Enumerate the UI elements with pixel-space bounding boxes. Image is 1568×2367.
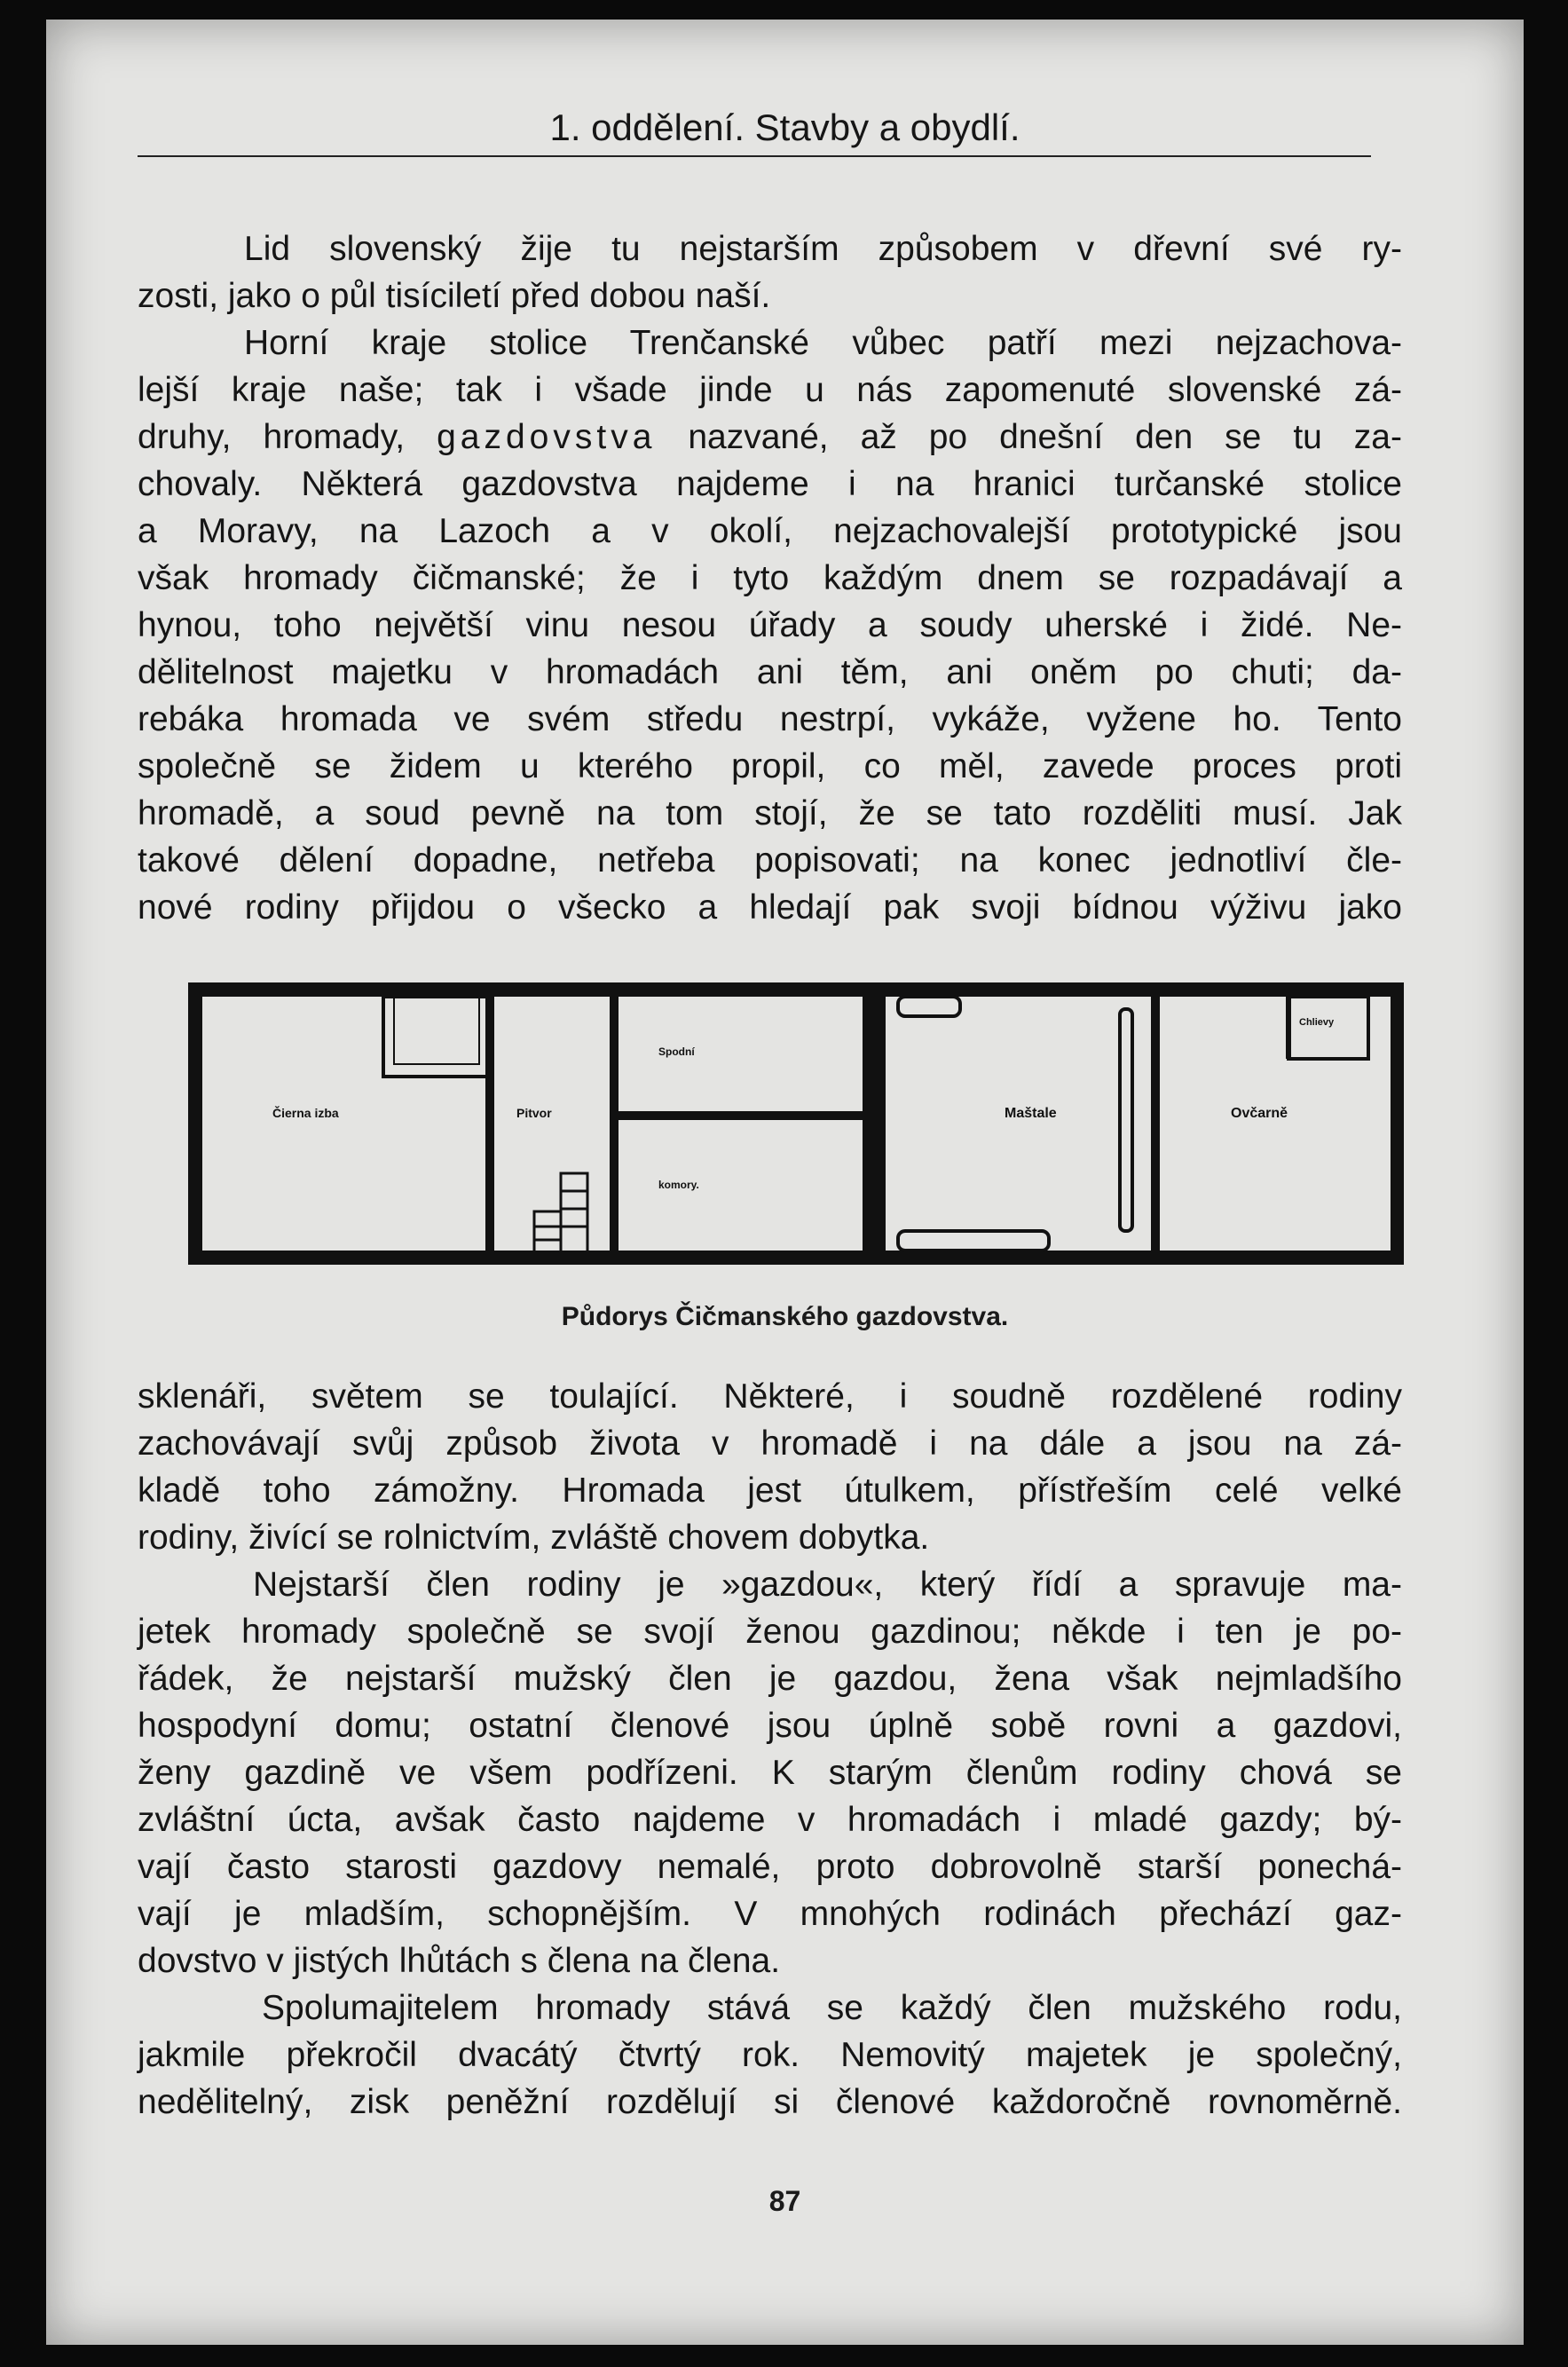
text-line: nové rodiny přijdou o všecko a hledají pak svoji bídnou výživu jako xyxy=(138,888,1402,927)
label-chliev: Chlievy xyxy=(1299,1017,1335,1028)
text-line: společně se židem u kterého propil, co měl, zavede proces proti xyxy=(138,747,1402,785)
floor-plan xyxy=(188,982,1404,1293)
text-line: Nejstarší člen rodiny je »gazdou«, který řídí a spravuje ma- xyxy=(253,1566,1402,1604)
text-line: jetek hromady společně se svojí ženou gazdinou; někde i ten je po- xyxy=(138,1613,1402,1651)
text-line xyxy=(138,414,1402,461)
text-line: nedělitelný, zisk peněžní rozdělují si členové každoročně rovnoměrně. xyxy=(138,2083,1402,2121)
plan-barn-wall xyxy=(879,990,1398,1258)
text-line: lejší kraje naše; tak i všade jinde u nás zapomenuté slovenské zá- xyxy=(138,371,1402,409)
text-line: rodiny, živící se rolnictvím, zvláště chovem dobytka. xyxy=(138,1519,930,1557)
plan-house-wall xyxy=(195,990,870,1258)
text-line: jakmile překročil dvacátý čtvrtý rok. Nemovitý majetek je společný, xyxy=(138,2036,1402,2074)
text-line: zachovávají svůj způsob života v hromadě i na dále a jsou na zá- xyxy=(138,1424,1402,1463)
plan-trough xyxy=(1120,1009,1132,1231)
header-rule xyxy=(138,155,1371,157)
page-sheet xyxy=(46,20,1524,2345)
page-number: 87 xyxy=(768,2185,801,2217)
label-cerna-izba: Čierna izba xyxy=(272,1106,339,1120)
text-line: sklenáři, světem se toulající. Některé, i soudně rozdělené rodiny xyxy=(138,1377,1402,1416)
label-komory: komory. xyxy=(658,1179,699,1191)
text-line: hospodyní domu; ostatní členové jsou úplně sobě rovni a gazdovi, xyxy=(138,1707,1402,1745)
text-line: takové dělení dopadne, netřeba popisovati; na konec jednotliví čle- xyxy=(138,841,1402,880)
label-pitvor: Pitvor xyxy=(516,1106,552,1120)
text-line: vají často starosti gazdovy nemalé, proto dobrovolně starší ponechá- xyxy=(138,1848,1402,1886)
plan-trough xyxy=(898,1231,1049,1251)
text-line: a Moravy, na Lazoch a v okolí, nejzachovalejší prototypické jsou xyxy=(138,512,1402,550)
plan-trough xyxy=(898,997,960,1016)
label-ovcarne: Ovčarně xyxy=(1231,1106,1288,1121)
text-line: dělitelnost majetku v hromadách ani těm, ani oněm po chuti; da- xyxy=(138,653,1402,691)
text-block-top xyxy=(138,225,1402,931)
text-line: dovstvo v jistých lhůtách s člena na člena. xyxy=(138,1942,781,1980)
label-spodne: Spodní xyxy=(658,1045,695,1058)
text-line: řádek, že nejstarší mužský člen je gazdou, žena však nejmladšího xyxy=(138,1660,1402,1698)
text-line: kladě toho zámožny. Hromada jest útulkem, přístřeším celé velké xyxy=(138,1471,1402,1510)
text-line: zvláštní úcta, avšak často najdeme v hromadách i mladé gazdy; bý- xyxy=(138,1801,1402,1839)
label-mastale: Maštale xyxy=(1005,1106,1057,1121)
text-line: rebáka hromada ve svém středu nestrpí, vykáže, vyžene ho. Tento xyxy=(138,700,1402,738)
text-line: Spolumajitelem hromady stává se každý člen mužského rodu, xyxy=(262,1989,1402,2027)
text-line: vají je mladším, schopnějším. V mnohých rodinách přechází gaz- xyxy=(138,1895,1402,1933)
text-line: hynou, toho největší vinu nesou úřady a soudy uherské i židé. Ne- xyxy=(138,606,1402,644)
text-block-bottom xyxy=(138,1373,1402,2126)
running-header: 1. oddělení. Stavby a obydlí. xyxy=(549,107,1020,148)
text-line: hromadě, a soud pevně na tom stojí, že se tato rozděliti musí. Jak xyxy=(138,794,1402,832)
text-line: však hromady čičmanské; že i tyto každým dnem se rozpadávají a xyxy=(138,559,1402,597)
text-span: druhy, hromady, xyxy=(138,418,437,456)
plan-stairs xyxy=(534,1173,587,1253)
text-line: chovaly. Některá gazdovstva najdeme i na hranici turčanské stolice xyxy=(138,465,1402,503)
text-line: Lid slovenský žije tu nejstarším způsobem v dřevní své ry- xyxy=(244,230,1402,268)
text-line: zosti, jako o půl tisíciletí před dobou naší. xyxy=(138,277,771,315)
text-line: Horní kraje stolice Trenčanské vůbec patří mezi nejzachova- xyxy=(244,324,1402,362)
text-span: nazvané, až po dnešní den se tu za- xyxy=(656,418,1402,456)
plan-stove-inner xyxy=(394,997,479,1064)
text-line: ženy gazdině ve všem podřízeni. K starým členům rodiny chová se xyxy=(138,1754,1402,1792)
figure-caption: Půdorys Čičmanského gazdovstva. xyxy=(561,1302,1009,1331)
plan-pen xyxy=(1288,997,1368,1059)
spaced-term: gazdovstva xyxy=(437,418,657,456)
